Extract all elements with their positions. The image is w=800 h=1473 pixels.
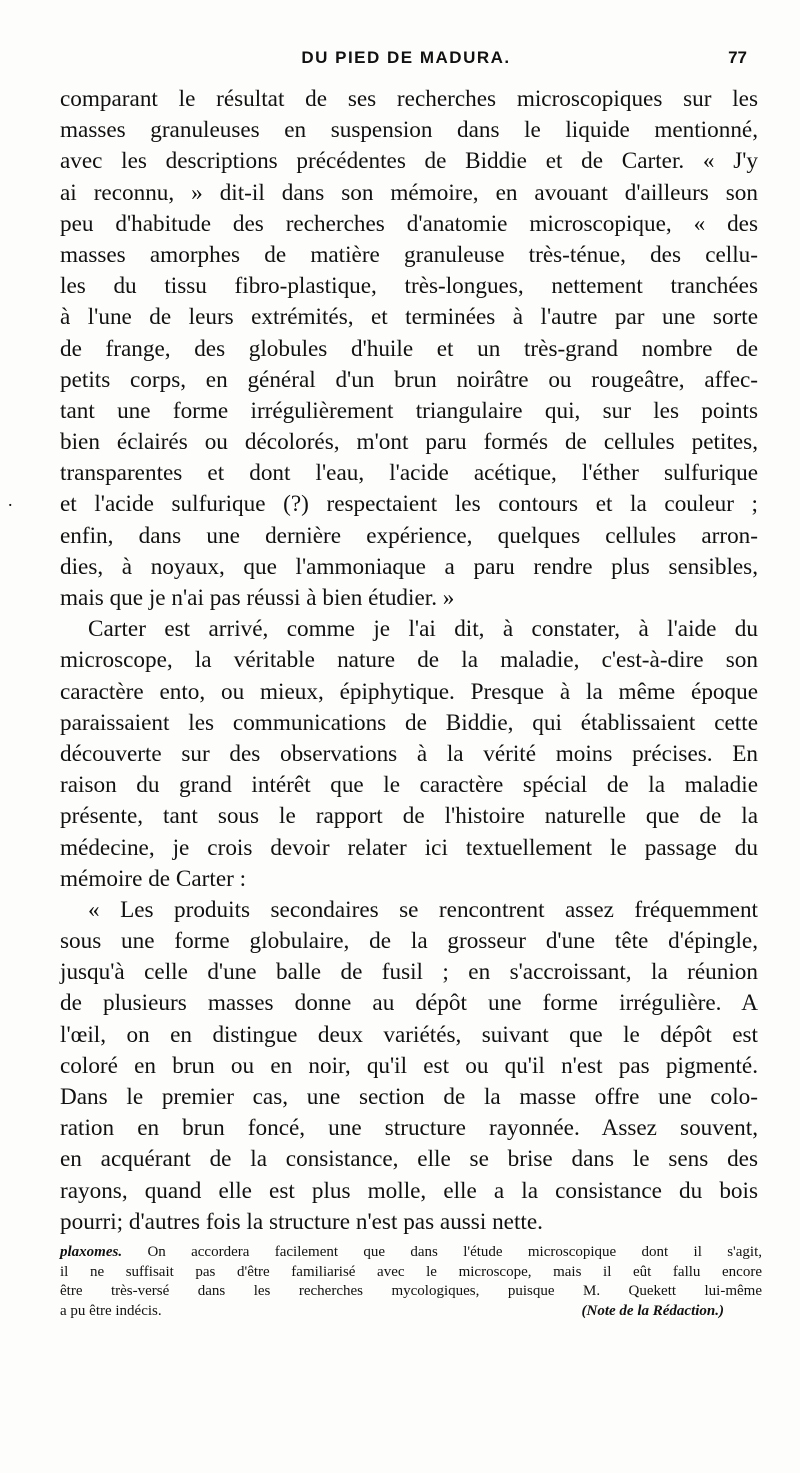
text-line: microscope, la véritable nature de la maladie, c'est-à-dire son [60,647,758,674]
text-line: pourri; d'autres fois la structure n'est pas aussi nette. [60,1208,543,1235]
text-line: dies, à noyaux, que l'ammoniaque a paru rendre plus sensibles, [60,553,758,580]
footnote-text: a pu être indécis. [60,1302,162,1319]
footnote-line: être très-versé dans les recherches mycologiques, puisque M. Quekett lui-même [60,1283,762,1300]
text-line: paraissaient les communications de Biddie, qui établissaient cette [60,709,758,736]
text-line: raison du grand intérêt que le caractère spécial de la maladie [60,772,758,799]
text-line: masses amorphes de matière granuleuse très-ténue, des cellu- [60,241,758,268]
margin-mark: . [8,490,13,510]
text-line: présente, tant sous le rapport de l'histoire naturelle que de la [60,803,758,830]
text-line: rayons, quand elle est plus molle, elle a la consistance du bois [60,1177,758,1204]
running-head [55,44,757,76]
text-line: l'œil, on en distingue deux variétés, suivant que le dépôt est [60,1021,758,1048]
text-line: sous une forme globulaire, de la grosseur d'une tête d'épingle, [60,928,758,955]
running-title: DU PIED DE MADURA. [301,48,511,67]
text-line: les du tissu fibro-plastique, très-longues, nettement tranchées [60,273,758,300]
footnote-line [60,1302,762,1322]
editorial-note: (Note de la Rédaction.) [581,1302,724,1319]
page-number: 77 [728,48,747,67]
text-line: enfin, dans une dernière expérience, quelques cellules arron- [60,522,758,549]
text-line: de frange, des globules d'huile et un très-grand nombre de [60,335,758,362]
text-line: bien éclairés ou décolorés, m'ont paru formés de cellules petites, [60,429,758,456]
text-line: masses granuleuses en suspension dans le liquide mentionné, [60,117,758,144]
footnote-lead-word: plaxomes. [60,1244,123,1260]
footnote [60,1243,762,1321]
text-line: peu d'habitude des recherches d'anatomie microscopique, « des [60,210,758,237]
text-line: en acquérant de la consistance, elle se brise dans le sens des [60,1146,758,1173]
text-line: transparentes et dont l'eau, l'acide acétique, l'éther sulfurique [60,460,758,487]
text-line: de plusieurs masses donne au dépôt une forme irrégulière. A [60,990,758,1017]
text-line: découverte sur des observations à la vérité moins précises. En [60,740,758,767]
text-line: Dans le premier cas, une section de la masse offre une colo- [60,1084,758,1110]
text-line: caractère ento, ou mieux, épiphytique. Presque à la même époque [60,678,758,705]
text-line: Carter est arrivé, comme je l'ai dit, à constater, à l'aide du [88,616,758,643]
text-line: mémoire de Carter : [60,865,247,892]
footnote-line [60,1243,762,1263]
text-line: mais que je n'ai pas réussi à bien étudier. » [60,585,455,611]
text-line: médecine, je crois devoir relater ici textuellement le passage du [60,834,758,861]
text-line: avec les descriptions précédentes de Biddie et de Carter. « J'y [60,148,758,175]
text-line: ai reconnu, » dit-il dans son mémoire, en avouant d'ailleurs son [60,179,758,206]
body-text [60,84,758,1238]
text-line: petits corps, en général d'un brun noirâtre ou rougeâtre, affec- [60,366,758,393]
text-line: « Les produits secondaires se rencontrent assez fréquemment [88,896,758,923]
text-line: à l'une de leurs extrémités, et terminées à l'autre par une sorte [60,304,758,331]
text-line: coloré en brun ou en noir, qu'il est ou qu'il n'est pas pigmenté. [60,1052,758,1079]
text-line: comparant le résultat de ses recherches microscopiques sur les [60,86,758,112]
text-line: et l'acide sulfurique (?) respectaient les contours et la couleur ; [60,491,758,518]
footnote-line: il ne suffisait pas d'être familiarisé avec le microscope, mais il eût fallu encore [60,1263,762,1280]
text-line: ration en brun foncé, une structure rayonnée. Assez souvent, [60,1115,758,1142]
text-line: jusqu'à celle d'une balle de fusil ; en s'accroissant, la réunion [60,959,758,986]
text-line: tant une forme irrégulièrement triangulaire qui, sur les points [60,397,758,424]
footnote-text: On accordera facilement que dans l'étude microscopique dont il s'agit, [147,1244,762,1260]
